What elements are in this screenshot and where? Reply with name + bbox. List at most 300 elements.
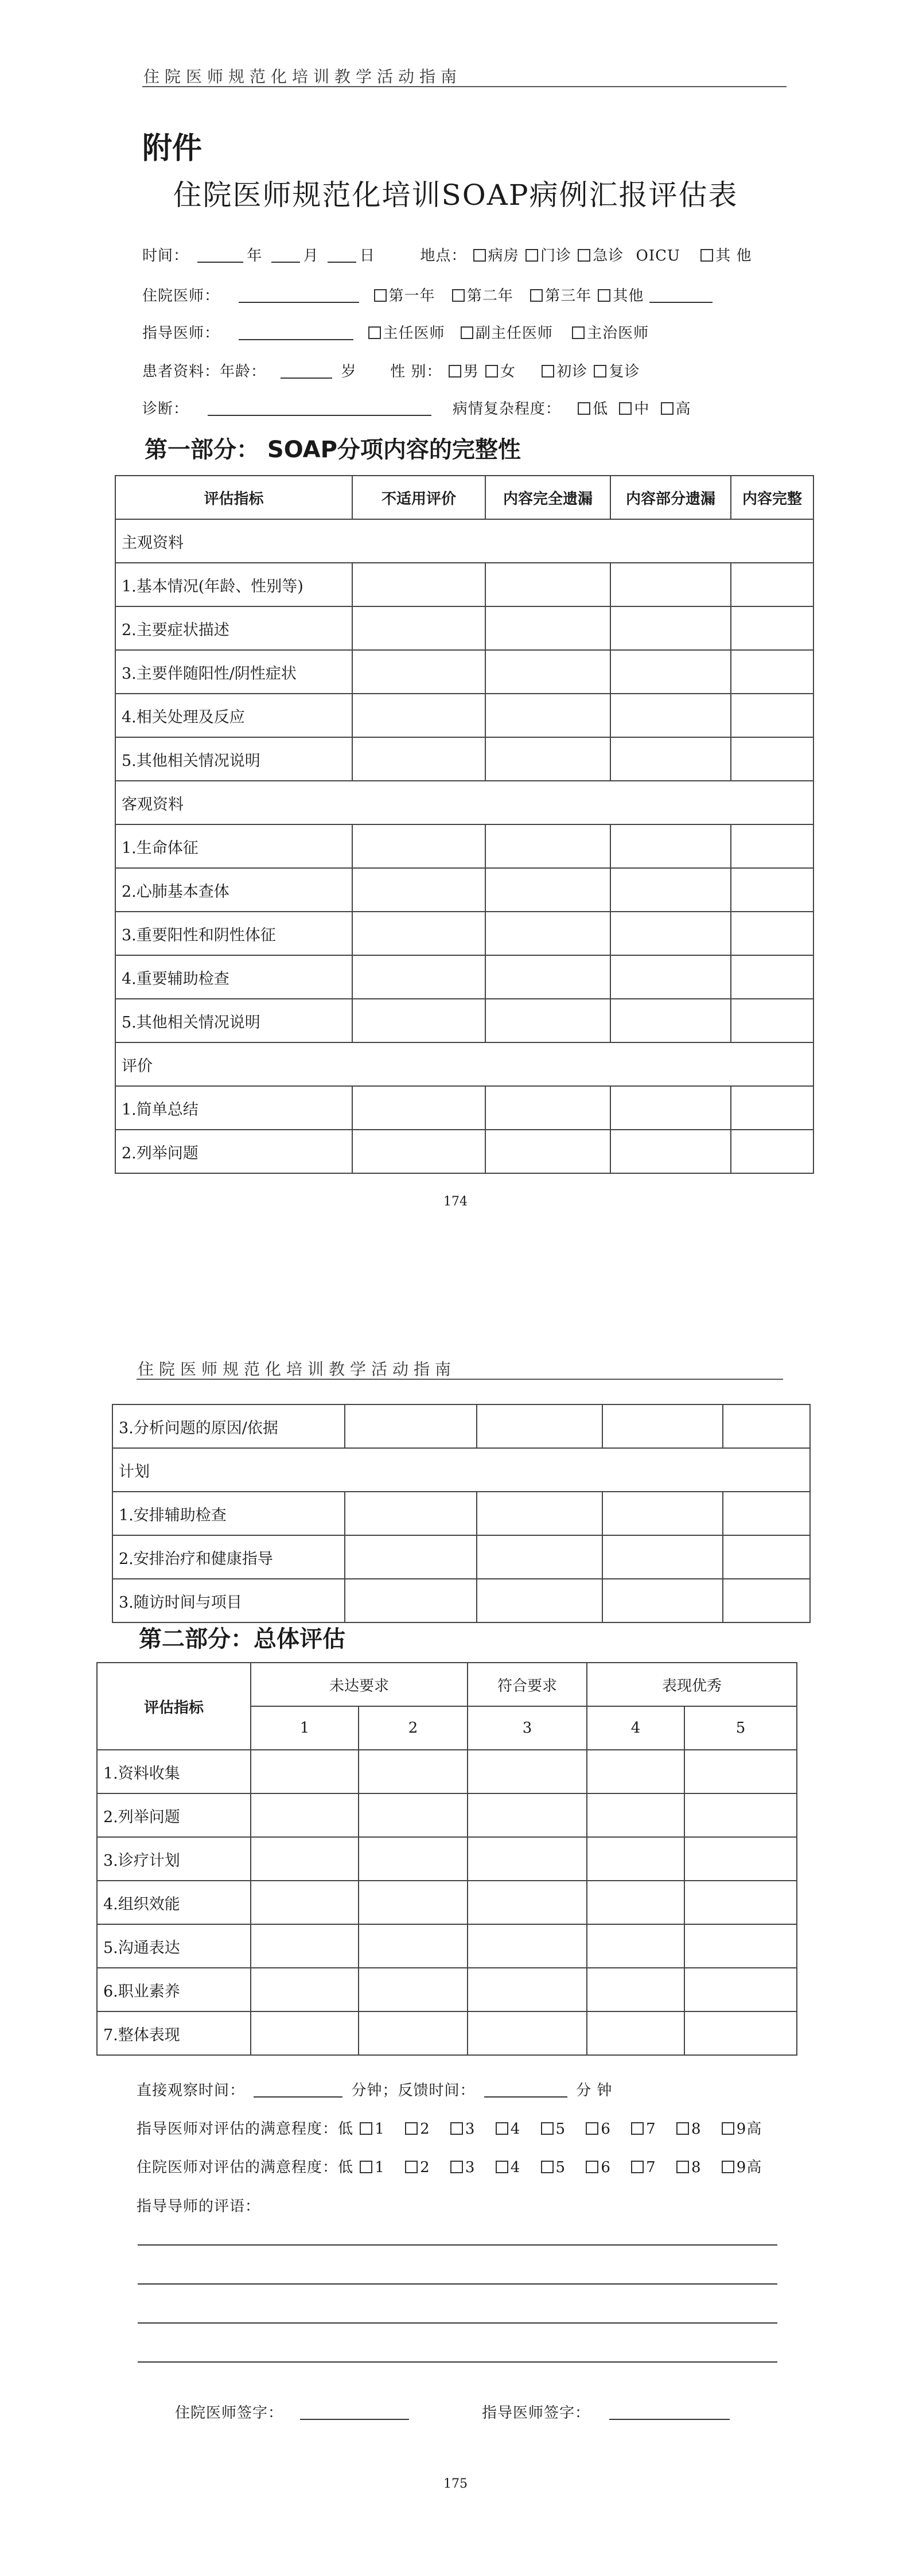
score-cell[interactable] xyxy=(359,1924,468,1968)
soap-completeness-table xyxy=(115,475,814,1174)
rating-cell[interactable] xyxy=(485,999,610,1042)
revisit-checkbox[interactable] xyxy=(594,365,606,378)
score-cell[interactable] xyxy=(468,1924,587,1968)
rating-cell[interactable] xyxy=(731,1086,813,1130)
sat-a-1-checkbox[interactable] xyxy=(360,2122,372,2135)
supervisor-satisfaction-row xyxy=(137,2117,762,2138)
sat-b-3-checkbox[interactable] xyxy=(450,2161,463,2173)
rating-cell[interactable] xyxy=(731,912,813,955)
scale-value: 9高 xyxy=(736,2120,762,2138)
row-label: 5.其他相关情况说明 xyxy=(115,999,352,1042)
info-row-supervisor xyxy=(142,321,649,343)
rating-cell[interactable] xyxy=(610,1086,731,1130)
deputy-chief-option: 副主任医师 xyxy=(475,325,553,342)
supervisor-satisfaction-label: 指导医师对评估的满意程度：低 xyxy=(137,2120,354,2138)
year-blank[interactable] xyxy=(197,247,243,263)
table-row xyxy=(115,694,813,737)
year-other-option: 其他 xyxy=(613,287,644,305)
age-blank[interactable] xyxy=(281,363,332,379)
score-cell[interactable] xyxy=(468,1881,587,1924)
feedback-minutes-blank[interactable] xyxy=(484,2081,567,2098)
complexity-label: 病情复杂程度： xyxy=(452,400,561,418)
scale-value: 5 xyxy=(555,2159,566,2176)
col-indicator: 评估指标 xyxy=(97,1663,251,1750)
category-row xyxy=(115,781,813,824)
supervisor-signature-label: 指导医师签字： xyxy=(482,2404,591,2422)
row-label: 1.简单总结 xyxy=(115,1086,352,1130)
score-cell[interactable] xyxy=(251,2011,359,2055)
score-cell[interactable] xyxy=(587,1881,684,1924)
score-cell[interactable] xyxy=(251,1881,359,1924)
category-assessment: 评价 xyxy=(115,1042,813,1086)
revisit-option: 复诊 xyxy=(609,363,640,380)
rating-cell[interactable] xyxy=(610,955,731,999)
year3-option: 第三年 xyxy=(545,287,592,305)
patient-age-label: 患者资料：年龄： xyxy=(142,363,267,380)
rating-cell[interactable] xyxy=(723,1492,810,1535)
score-cell[interactable] xyxy=(684,1837,797,1881)
scale-value: 1 xyxy=(375,2159,385,2176)
other-location-option: 其 他 xyxy=(715,247,752,264)
rating-cell[interactable] xyxy=(477,1404,602,1448)
resident-signature-blank[interactable] xyxy=(300,2404,409,2420)
score-cell[interactable] xyxy=(684,1924,797,1968)
row-label: 3.诊疗计划 xyxy=(97,1837,251,1881)
table2-group-header-row xyxy=(97,1663,797,1706)
row-label: 3.重要阳性和阴性体征 xyxy=(115,912,352,955)
rating-cell[interactable] xyxy=(610,1130,731,1173)
rating-cell[interactable] xyxy=(602,1535,723,1579)
diagnosis-blank[interactable] xyxy=(208,400,431,416)
table-row xyxy=(115,824,813,868)
score-cell[interactable] xyxy=(468,1968,587,2011)
rating-cell[interactable] xyxy=(352,824,485,868)
rating-cell[interactable] xyxy=(610,650,731,694)
rating-cell[interactable] xyxy=(610,694,731,737)
score-cell[interactable] xyxy=(587,1837,684,1881)
complexity-high-checkbox[interactable] xyxy=(661,402,673,415)
info-row-resident xyxy=(142,284,716,305)
score-cell[interactable] xyxy=(468,1750,587,1793)
row-label: 1.生命体征 xyxy=(115,824,352,868)
rating-cell[interactable] xyxy=(731,824,813,868)
rating-cell[interactable] xyxy=(731,563,813,606)
resident-signature xyxy=(175,2401,412,2422)
score-cell[interactable] xyxy=(359,1793,468,1837)
rating-cell[interactable] xyxy=(352,999,485,1042)
score-cell[interactable] xyxy=(251,1750,359,1793)
table-row xyxy=(115,606,813,650)
rating-cell[interactable] xyxy=(731,737,813,781)
complexity-low-checkbox[interactable] xyxy=(578,402,590,415)
page-175 xyxy=(0,1288,911,2576)
rating-cell[interactable] xyxy=(352,1130,485,1173)
rating-cell[interactable] xyxy=(485,955,610,999)
score-cell[interactable] xyxy=(587,1750,684,1793)
score-cell[interactable] xyxy=(359,1968,468,2011)
rating-cell[interactable] xyxy=(485,606,610,650)
observation-label: 直接观察时间： xyxy=(137,2082,246,2099)
running-header: 住院医师规范化培训教学活动指南 xyxy=(143,67,462,86)
age-unit: 岁 xyxy=(341,363,357,380)
rating-cell[interactable] xyxy=(610,563,731,606)
sat-b-9-checkbox[interactable] xyxy=(722,2161,734,2173)
rating-cell[interactable] xyxy=(485,868,610,912)
sat-b-4-checkbox[interactable] xyxy=(496,2161,508,2173)
rating-cell[interactable] xyxy=(345,1404,477,1448)
ward-option: 病房 xyxy=(488,247,519,264)
row-label: 3.随访时间与项目 xyxy=(112,1579,345,1622)
table-row xyxy=(115,650,813,694)
chief-checkbox[interactable] xyxy=(368,326,381,339)
score-cell[interactable] xyxy=(359,2011,468,2055)
row-label: 2.心肺基本查体 xyxy=(115,868,352,912)
rating-cell[interactable] xyxy=(723,1535,810,1579)
sat-b-7-checkbox[interactable] xyxy=(631,2161,644,2173)
comment-line-3[interactable] xyxy=(138,2322,777,2324)
year-other-blank[interactable] xyxy=(649,287,713,303)
score-cell[interactable] xyxy=(587,1793,684,1837)
sat-a-3-checkbox[interactable] xyxy=(450,2122,463,2135)
rating-cell[interactable] xyxy=(352,650,485,694)
info-row-time-location xyxy=(142,244,752,265)
table-row xyxy=(112,1492,810,1535)
year3-checkbox[interactable] xyxy=(530,289,543,302)
row-label: 4.重要辅助检查 xyxy=(115,955,352,999)
scale-value: 4 xyxy=(510,2159,521,2176)
row-label: 7.整体表现 xyxy=(97,2011,251,2055)
comment-label: 指导导师的评语： xyxy=(137,2198,261,2215)
rating-cell[interactable] xyxy=(477,1535,602,1579)
table-row xyxy=(112,1535,810,1579)
section2-title: 第二部分：总体评估 xyxy=(139,1626,345,1652)
score-cell[interactable] xyxy=(684,1968,797,2011)
score-cell[interactable] xyxy=(468,1837,587,1881)
female-checkbox[interactable] xyxy=(485,365,498,378)
female-option: 女 xyxy=(500,363,516,380)
category-subjective: 主观资料 xyxy=(115,519,813,563)
row-label: 2.列举问题 xyxy=(97,1793,251,1837)
rating-cell[interactable] xyxy=(485,1086,610,1130)
score-2: 2 xyxy=(359,1706,468,1750)
comment-line-2[interactable] xyxy=(138,2283,777,2285)
first-visit-option: 初诊 xyxy=(556,363,588,380)
info-row-patient xyxy=(142,360,640,381)
complexity-mid-option: 中 xyxy=(634,400,650,418)
rating-cell[interactable] xyxy=(731,868,813,912)
row-label: 6.职业素养 xyxy=(97,1968,251,2011)
sat-a-7-checkbox[interactable] xyxy=(631,2122,644,2135)
rating-cell[interactable] xyxy=(610,999,731,1042)
scale-value: 2 xyxy=(420,2120,430,2138)
table-row xyxy=(115,563,813,606)
month-label: 月 xyxy=(303,247,319,264)
category-row xyxy=(115,1042,813,1086)
rating-cell[interactable] xyxy=(352,737,485,781)
year2-option: 第二年 xyxy=(466,287,513,305)
table-row xyxy=(97,1968,797,2011)
resident-name-blank[interactable] xyxy=(239,287,359,303)
other-location-checkbox[interactable] xyxy=(700,249,713,262)
score-3: 3 xyxy=(468,1706,587,1750)
resident-satisfaction-label: 住院医师对评估的满意程度：低 xyxy=(137,2159,354,2176)
sat-a-6-checkbox[interactable] xyxy=(586,2122,598,2135)
scale-value: 1 xyxy=(375,2120,385,2138)
observation-row xyxy=(137,2079,612,2100)
emergency-option: 急诊 xyxy=(593,247,624,264)
section1-title: 第一部分： SOAP分项内容的完整性 xyxy=(145,437,521,463)
soap-completeness-table-continued xyxy=(112,1404,811,1623)
rating-cell[interactable] xyxy=(610,912,731,955)
month-blank[interactable] xyxy=(271,247,300,263)
scale-value: 6 xyxy=(601,2159,611,2176)
scale-value: 9高 xyxy=(736,2159,762,2176)
page-number: 175 xyxy=(443,2477,468,2491)
minutes-unit: 分 钟 xyxy=(576,2082,613,2099)
score-cell[interactable] xyxy=(359,1750,468,1793)
scale-value: 5 xyxy=(555,2120,566,2138)
table-row xyxy=(115,999,813,1042)
rating-cell[interactable] xyxy=(485,694,610,737)
year1-checkbox[interactable] xyxy=(374,289,387,302)
rating-cell[interactable] xyxy=(485,912,610,955)
resident-signature-label: 住院医师签字： xyxy=(175,2404,284,2422)
complexity-mid-checkbox[interactable] xyxy=(619,402,632,415)
rating-cell[interactable] xyxy=(602,1492,723,1535)
score-cell[interactable] xyxy=(468,1793,587,1837)
rating-cell[interactable] xyxy=(731,606,813,650)
sat-b-8-checkbox[interactable] xyxy=(676,2161,689,2173)
category-plan: 计划 xyxy=(112,1448,810,1492)
category-row xyxy=(115,519,813,563)
scale-value: 6 xyxy=(601,2120,611,2138)
table-row xyxy=(115,1130,813,1173)
table-row xyxy=(115,912,813,955)
resident-label: 住院医师： xyxy=(142,287,220,305)
score-4: 4 xyxy=(587,1706,684,1750)
rating-cell[interactable] xyxy=(731,1130,813,1173)
rating-cell[interactable] xyxy=(485,650,610,694)
location-label: 地点： xyxy=(420,247,467,264)
rating-cell[interactable] xyxy=(731,650,813,694)
row-label: 1.基本情况(年龄、性别等) xyxy=(115,563,352,606)
annex-label: 附件 xyxy=(142,131,203,166)
table-row xyxy=(97,1924,797,1968)
rating-cell[interactable] xyxy=(723,1404,810,1448)
row-label: 1.资料收集 xyxy=(97,1750,251,1793)
feedback-label: 分钟；反馈时间： xyxy=(351,2082,476,2099)
scale-value: 3 xyxy=(465,2159,476,2176)
rating-cell[interactable] xyxy=(345,1492,477,1535)
supervisor-signature-blank[interactable] xyxy=(609,2404,730,2420)
rating-cell[interactable] xyxy=(352,1086,485,1130)
table-row xyxy=(97,2011,797,2055)
category-row xyxy=(112,1448,810,1492)
score-cell[interactable] xyxy=(684,1750,797,1793)
year-label: 年 xyxy=(247,247,263,264)
sat-b-1-checkbox[interactable] xyxy=(360,2161,372,2173)
score-cell[interactable] xyxy=(587,1924,684,1968)
score-cell[interactable] xyxy=(251,1837,359,1881)
sat-a-5-checkbox[interactable] xyxy=(541,2122,554,2135)
rating-cell[interactable] xyxy=(352,606,485,650)
rating-cell[interactable] xyxy=(485,1130,610,1173)
complexity-low-option: 低 xyxy=(593,400,609,418)
scale-value: 3 xyxy=(465,2120,476,2138)
rating-cell[interactable] xyxy=(731,999,813,1042)
rating-cell[interactable] xyxy=(352,912,485,955)
score-cell[interactable] xyxy=(587,1968,684,2011)
comment-line-4[interactable] xyxy=(138,2361,777,2363)
row-label: 3.分析问题的原因/依据 xyxy=(112,1404,345,1448)
score-1: 1 xyxy=(251,1706,359,1750)
group-meeting: 符合要求 xyxy=(468,1663,587,1706)
running-header: 住院医师规范化培训教学活动指南 xyxy=(138,1360,457,1379)
category-objective: 客观资料 xyxy=(115,781,813,824)
comment-line-1[interactable] xyxy=(138,2244,777,2246)
rating-cell[interactable] xyxy=(477,1492,602,1535)
rating-cell[interactable] xyxy=(610,606,731,650)
rating-cell[interactable] xyxy=(352,694,485,737)
row-label: 3.主要伴随阳性/阴性症状 xyxy=(115,650,352,694)
sat-a-9-checkbox[interactable] xyxy=(722,2122,734,2135)
ward-checkbox[interactable] xyxy=(473,249,486,262)
table-row xyxy=(97,1793,797,1837)
sat-a-8-checkbox[interactable] xyxy=(676,2122,689,2135)
table1-header-row xyxy=(115,476,813,519)
scale-value: 7 xyxy=(646,2120,656,2138)
col-indicator: 评估指标 xyxy=(115,476,352,519)
rating-cell[interactable] xyxy=(610,868,731,912)
rating-cell[interactable] xyxy=(723,1579,810,1622)
group-excellent: 表现优秀 xyxy=(587,1663,797,1706)
table-row xyxy=(115,737,813,781)
sat-b-5-checkbox[interactable] xyxy=(541,2161,554,2173)
score-cell[interactable] xyxy=(468,2011,587,2055)
time-label: 时间： xyxy=(142,247,189,264)
group-not-meeting: 未达要求 xyxy=(251,1663,468,1706)
oicu-option: OICU xyxy=(636,247,680,264)
diagnosis-label: 诊断： xyxy=(142,400,189,418)
rating-cell[interactable] xyxy=(345,1535,477,1579)
row-label: 2.列举问题 xyxy=(115,1130,352,1173)
supervisor-name-blank[interactable] xyxy=(239,324,353,340)
score-cell[interactable] xyxy=(251,1924,359,1968)
score-cell[interactable] xyxy=(587,2011,684,2055)
scale-value: 4 xyxy=(510,2120,521,2138)
row-label: 1.安排辅助检查 xyxy=(112,1492,345,1535)
table-row xyxy=(112,1579,810,1622)
row-label: 4.相关处理及反应 xyxy=(115,694,352,737)
male-option: 男 xyxy=(463,363,479,380)
table-row xyxy=(97,1837,797,1881)
attending-checkbox[interactable] xyxy=(572,326,585,339)
table-row xyxy=(112,1404,810,1448)
table-row xyxy=(97,1750,797,1793)
observation-minutes-blank[interactable] xyxy=(254,2081,342,2098)
rating-cell[interactable] xyxy=(345,1579,477,1622)
form-title: 住院医师规范化培训SOAP病例汇报评估表 xyxy=(173,178,738,212)
outpatient-checkbox[interactable] xyxy=(525,249,538,262)
rating-cell[interactable] xyxy=(731,694,813,737)
running-header-rule xyxy=(137,1379,783,1380)
rating-cell[interactable] xyxy=(602,1579,723,1622)
col-partially-omitted: 内容部分遗漏 xyxy=(610,476,731,519)
score-cell[interactable] xyxy=(251,1793,359,1837)
male-checkbox[interactable] xyxy=(449,365,461,378)
supervisor-signature xyxy=(482,2401,733,2422)
deputy-chief-checkbox[interactable] xyxy=(461,326,473,339)
rating-cell[interactable] xyxy=(485,737,610,781)
gender-label: 性 别： xyxy=(390,363,442,380)
complexity-high-option: 高 xyxy=(675,400,691,418)
scale-value: 8 xyxy=(691,2159,702,2176)
rating-cell[interactable] xyxy=(352,868,485,912)
scale-value: 7 xyxy=(646,2159,656,2176)
score-cell[interactable] xyxy=(684,1881,797,1924)
outpatient-option: 门诊 xyxy=(540,247,571,264)
table-row xyxy=(115,1086,813,1130)
rating-cell[interactable] xyxy=(352,955,485,999)
rating-cell[interactable] xyxy=(602,1404,723,1448)
rating-cell[interactable] xyxy=(610,737,731,781)
resident-satisfaction-row xyxy=(137,2155,762,2177)
row-label: 5.其他相关情况说明 xyxy=(115,737,352,781)
rating-cell[interactable] xyxy=(477,1579,602,1622)
info-row-diagnosis xyxy=(142,397,691,418)
overall-assessment-table xyxy=(96,1662,797,2056)
rating-cell[interactable] xyxy=(485,563,610,606)
page-number: 174 xyxy=(443,1194,468,1209)
rating-cell[interactable] xyxy=(731,955,813,999)
running-header-rule xyxy=(142,86,787,87)
supervisor-label: 指导医师： xyxy=(142,325,220,342)
score-5: 5 xyxy=(684,1706,797,1750)
score-cell[interactable] xyxy=(684,1793,797,1837)
emergency-checkbox[interactable] xyxy=(578,249,590,262)
sat-a-2-checkbox[interactable] xyxy=(405,2122,418,2135)
year-other-checkbox[interactable] xyxy=(598,289,610,302)
score-cell[interactable] xyxy=(359,1881,468,1924)
rating-cell[interactable] xyxy=(352,563,485,606)
sat-a-4-checkbox[interactable] xyxy=(496,2122,508,2135)
chief-option: 主任医师 xyxy=(383,325,445,342)
col-complete: 内容完整 xyxy=(731,476,813,519)
score-cell[interactable] xyxy=(684,2011,797,2055)
score-cell[interactable] xyxy=(251,1968,359,2011)
scale-value: 2 xyxy=(420,2159,430,2176)
score-cell[interactable] xyxy=(359,1837,468,1881)
year2-checkbox[interactable] xyxy=(452,289,465,302)
day-blank[interactable] xyxy=(328,247,356,263)
table-row xyxy=(115,868,813,912)
day-label: 日 xyxy=(359,247,375,264)
attending-option: 主治医师 xyxy=(587,325,649,342)
year1-option: 第一年 xyxy=(388,287,435,305)
col-not-applicable: 不适用评价 xyxy=(352,476,485,519)
col-fully-omitted: 内容完全遗漏 xyxy=(485,476,610,519)
sat-b-6-checkbox[interactable] xyxy=(586,2161,598,2173)
rating-cell[interactable] xyxy=(610,824,731,868)
scale-value: 8 xyxy=(691,2120,702,2138)
table-row xyxy=(115,955,813,999)
rating-cell[interactable] xyxy=(485,824,610,868)
first-visit-checkbox[interactable] xyxy=(542,365,554,378)
sat-b-2-checkbox[interactable] xyxy=(405,2161,418,2173)
table-row xyxy=(97,1881,797,1924)
row-label: 4.组织效能 xyxy=(97,1881,251,1924)
row-label: 5.沟通表达 xyxy=(97,1924,251,1968)
